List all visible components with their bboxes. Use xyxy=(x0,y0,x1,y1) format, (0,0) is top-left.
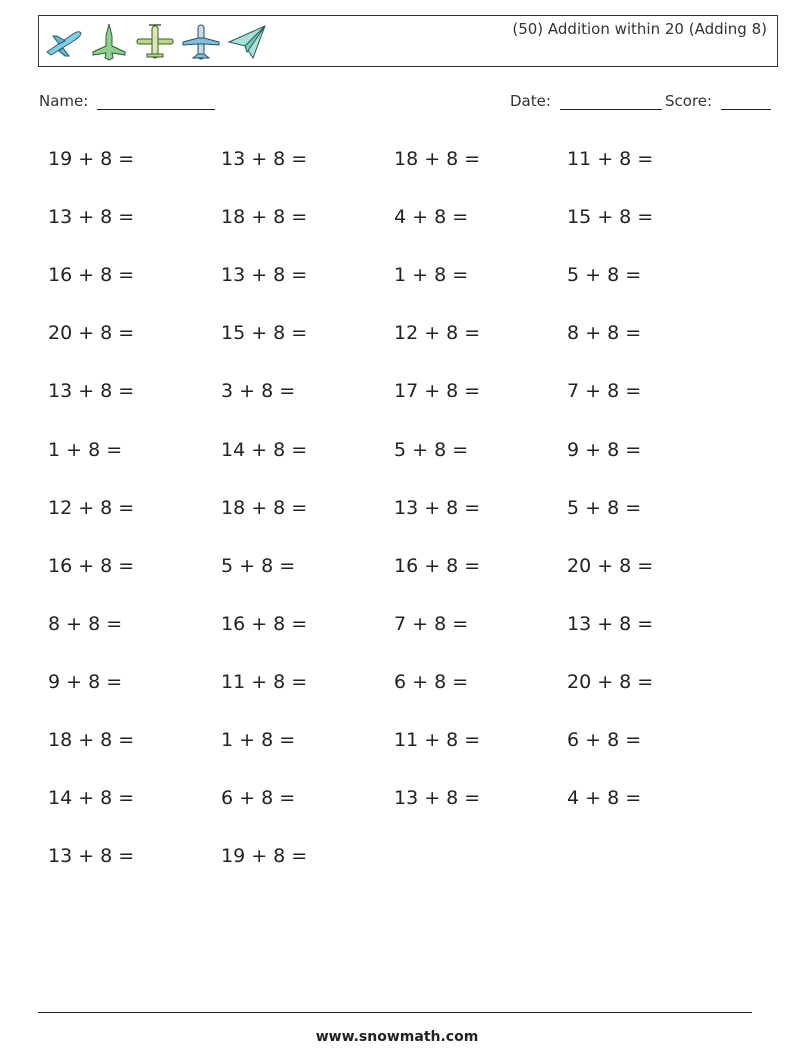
name-field xyxy=(39,92,215,110)
problem-item: 13 + 8 = xyxy=(48,845,135,868)
problem-item: 14 + 8 = xyxy=(48,787,135,810)
date-blank[interactable] xyxy=(560,93,662,110)
problem-item: 8 + 8 = xyxy=(567,322,642,345)
problem-item: 16 + 8 = xyxy=(394,554,481,577)
worksheet-title: (50) Addition within 20 (Adding 8) xyxy=(512,20,767,38)
name-label: Name: xyxy=(39,92,89,110)
problem-item: 16 + 8 = xyxy=(48,554,135,577)
problem-item: 5 + 8 = xyxy=(567,264,642,287)
paper-plane-icon xyxy=(227,22,267,62)
date-label: Date: xyxy=(510,92,551,110)
problem-item: 1 + 8 = xyxy=(221,729,296,751)
problem-item: 11 + 8 = xyxy=(567,148,654,170)
problem-item: 18 + 8 = xyxy=(221,496,308,519)
worksheet-header xyxy=(38,15,778,67)
airliner-icon xyxy=(43,22,83,62)
score-field xyxy=(665,92,771,110)
problem-item: 18 + 8 = xyxy=(221,206,308,229)
problem-item: 4 + 8 = xyxy=(567,787,642,810)
problem-item: 5 + 8 = xyxy=(394,438,469,461)
problem-item: 12 + 8 = xyxy=(48,496,135,519)
problem-item: 1 + 8 = xyxy=(394,264,469,287)
problem-item: 8 + 8 = xyxy=(48,612,123,635)
problem-item: 15 + 8 = xyxy=(567,206,654,229)
problem-item: 19 + 8 = xyxy=(221,845,308,868)
header-icons xyxy=(43,20,267,64)
score-label: Score: xyxy=(665,92,713,110)
problem-item: 13 + 8 = xyxy=(394,496,481,519)
problem-item: 11 + 8 = xyxy=(394,729,481,751)
propeller-plane-icon xyxy=(135,22,175,62)
problem-item: 7 + 8 = xyxy=(567,380,642,403)
problem-item: 13 + 8 = xyxy=(48,380,135,403)
problem-item: 13 + 8 = xyxy=(221,148,308,170)
problem-item: 19 + 8 = xyxy=(48,148,135,170)
problem-item: 13 + 8 = xyxy=(221,264,308,287)
score-blank[interactable] xyxy=(721,93,771,110)
problem-item: 6 + 8 = xyxy=(221,787,296,810)
date-field xyxy=(510,92,662,110)
fighter-jet-icon xyxy=(89,22,129,62)
problem-item: 18 + 8 = xyxy=(394,148,481,170)
problem-item: 3 + 8 = xyxy=(221,380,296,403)
problem-item: 9 + 8 = xyxy=(567,438,642,461)
problem-item: 5 + 8 = xyxy=(221,554,296,577)
problem-item: 17 + 8 = xyxy=(394,380,481,403)
problem-item: 14 + 8 = xyxy=(221,438,308,461)
jet-plane-icon xyxy=(181,22,221,62)
problem-item: 9 + 8 = xyxy=(48,670,123,693)
problem-item: 18 + 8 = xyxy=(48,729,135,751)
problem-item: 16 + 8 = xyxy=(48,264,135,287)
name-blank[interactable] xyxy=(97,93,215,110)
problem-item: 4 + 8 = xyxy=(394,206,469,229)
footer-url: www.snowmath.com xyxy=(315,1029,479,1045)
problem-item: 16 + 8 = xyxy=(221,612,308,635)
problem-item: 13 + 8 = xyxy=(567,612,654,635)
problem-item: 13 + 8 = xyxy=(48,206,135,229)
problem-item: 6 + 8 = xyxy=(567,729,642,751)
problem-item: 20 + 8 = xyxy=(48,322,135,345)
problem-item: 6 + 8 = xyxy=(394,670,469,693)
problem-item: 20 + 8 = xyxy=(567,554,654,577)
problem-item: 7 + 8 = xyxy=(394,612,469,635)
problem-item: 12 + 8 = xyxy=(394,322,481,345)
problem-item: 5 + 8 = xyxy=(567,496,642,519)
problem-item: 11 + 8 = xyxy=(221,670,308,693)
problem-item: 20 + 8 = xyxy=(567,670,654,693)
problem-item: 15 + 8 = xyxy=(221,322,308,345)
footer-divider xyxy=(38,1012,752,1013)
problem-item: 13 + 8 = xyxy=(394,787,481,810)
problem-item: 1 + 8 = xyxy=(48,438,123,461)
